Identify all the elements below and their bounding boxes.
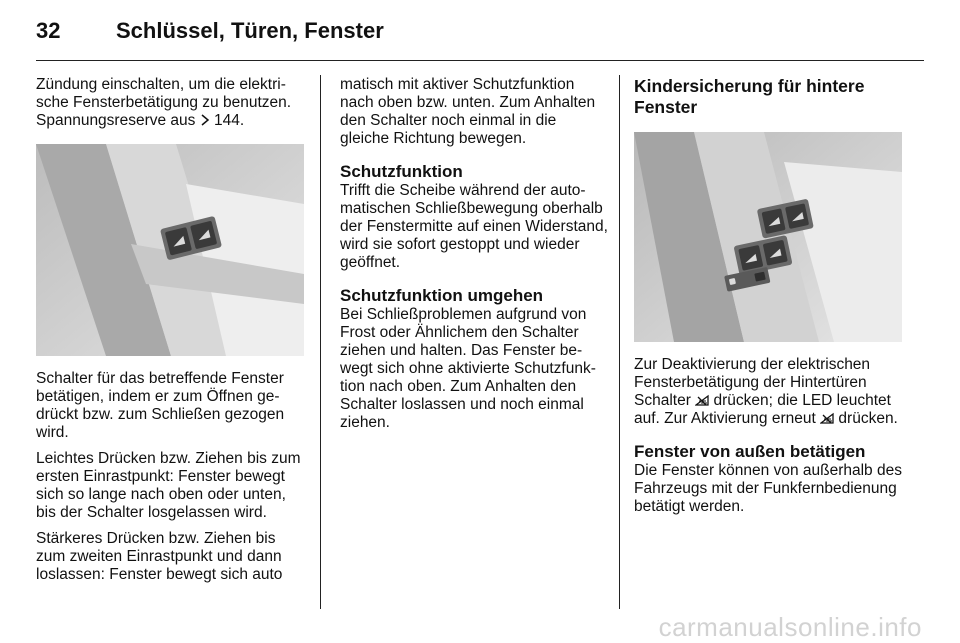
heading-bypass-protection: Schutzfunktion umgehen (340, 286, 544, 305)
window-switch-illustration (36, 144, 304, 356)
paragraph-protection: Trifft die Scheibe während der automatischen Schließbewegung oberhalb der Fenstermitte auf einen Widerstand, wird sie sofort gestoppt und wieder geöffnet. (340, 182, 608, 271)
page-title: Schlüssel, Türen, Fenster (116, 18, 384, 43)
child-lock-window-icon (820, 412, 834, 424)
heading-protection: Schutzfunktion (340, 162, 463, 181)
column-3 (634, 76, 902, 524)
paragraph-child-lock: Zur Deaktivierung der elektrischen Fensterbetätigung der Hintertüren Schalter drücken; die LED leuchtet auf. Zur Aktivierung erneut drücken. (634, 356, 898, 427)
child-lock-switch-photo (634, 132, 902, 342)
paragraph-operate: Schalter für das betreffende Fenster betätigen, indem er zum Öffnen gedrückt bzw. zum Schließen gezogen wird. (36, 370, 285, 441)
column-2 (340, 76, 608, 440)
heading-child-lock: Kindersicherung für hintere Fenster (634, 76, 865, 117)
paragraph-ignition: Zündung einschalten, um die elektrische Fensterbetätigung zu benutzen. Spannungsreserve aus 144. (36, 76, 292, 129)
child-lock-window-icon (695, 394, 709, 406)
page-reference-icon (200, 114, 210, 126)
header-rule (36, 60, 924, 61)
window-switch-photo (36, 144, 304, 356)
column-1 (36, 76, 304, 592)
paragraph-bypass-protection: Bei Schließproblemen aufgrund von Frost oder Ähnlichem den Schalter ziehen und halten. Das Fenster bewegt sich ohne aktivierte Schutzfunktion nach oben. Zum Anhalten den Schalter loslassen und noch einmal ziehen. (340, 306, 596, 431)
column-divider-left (320, 75, 321, 609)
watermark: carmanualsonline.info (658, 612, 922, 642)
heading-exterior-operation: Fenster von außen betätigen (634, 442, 866, 461)
column-divider-right (619, 75, 620, 609)
paragraph-light-press: Leichtes Drücken bzw. Ziehen bis zum ersten Einrastpunkt: Fenster bewegt sich so lange nach oben oder unten, bis der Schalter losgelassen wird. (36, 450, 301, 521)
child-lock-switch-illustration (634, 132, 902, 342)
page-reference-link[interactable]: 144. (214, 112, 245, 129)
paragraph-strong-press: Stärkeres Drücken bzw. Ziehen bis zum zweiten Einrastpunkt und dann loslassen: Fenster bewegt sich auto (36, 530, 283, 583)
paragraph-auto-continued: matisch mit aktiver Schutzfunktion nach oben bzw. unten. Zum Anhalten den Schalter noch einmal in die gleiche Richtung bewegen. (340, 76, 596, 147)
page-number: 32 (36, 18, 61, 43)
paragraph-exterior-operation: Die Fenster können von außerhalb des Fahrzeugs mit der Funkfernbedienung betätigt werden. (634, 462, 902, 515)
